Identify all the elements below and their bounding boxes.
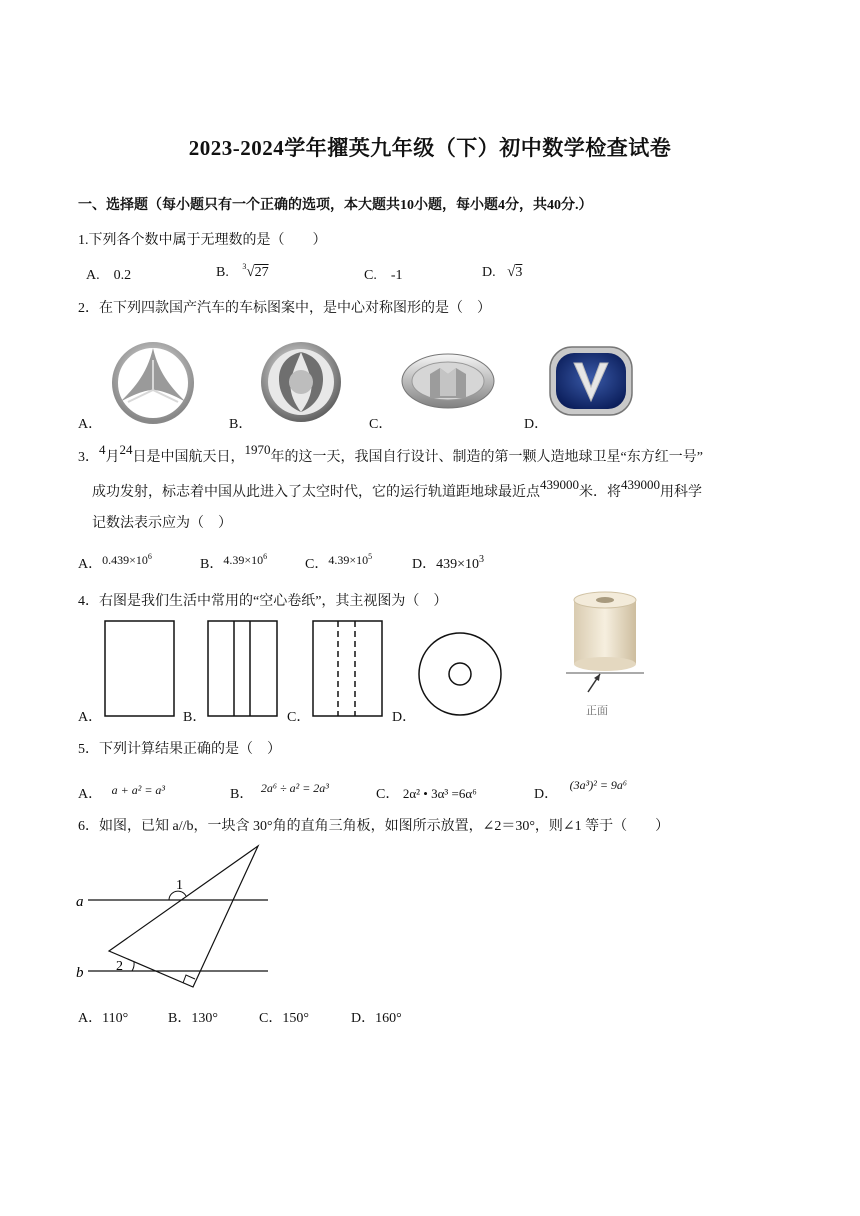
q3-distance-value-2: 439000 bbox=[621, 477, 660, 492]
q6-option-d: D．160° bbox=[351, 1011, 402, 1026]
q1-option-a: A. 0.2 bbox=[86, 268, 132, 283]
q3-text-4: 米．将 bbox=[579, 485, 621, 500]
q4-label-d: D． bbox=[392, 710, 417, 725]
q2-label-b: B． bbox=[229, 417, 253, 432]
q4-figure-d bbox=[416, 630, 504, 718]
line-b-label: b bbox=[76, 965, 84, 981]
q1-radicand-d: 3 bbox=[515, 265, 523, 280]
q1-option-b bbox=[216, 262, 269, 281]
q2-label-a: A． bbox=[78, 417, 103, 432]
page-title: 2023-2024学年擢英九年级（下）初中数学检查试卷 bbox=[188, 136, 672, 160]
q5-option-c-label: C． bbox=[376, 787, 400, 802]
q3-option-d-value: 439×10 bbox=[436, 557, 480, 572]
q5-option-d bbox=[534, 778, 628, 803]
q6-stem: 6．如图，已知 a//b，一块含 30°角的直角三角板，如图所示放置，∠2＝30°，则∠1 等于（ ） bbox=[78, 819, 670, 834]
q4-figure-c bbox=[312, 620, 384, 718]
q3-text-5: 用科学 bbox=[660, 485, 702, 500]
q3-number: 3． bbox=[78, 450, 99, 465]
q2-label-c: C． bbox=[369, 417, 393, 432]
q3-option-d-label: D． bbox=[412, 557, 437, 572]
q3-option-b-label: B． bbox=[200, 557, 224, 572]
radical-icon: √ bbox=[246, 264, 255, 280]
q6-triangle-figure bbox=[72, 840, 282, 996]
q5-option-c bbox=[376, 783, 477, 803]
toilet-roll-icon bbox=[566, 588, 646, 708]
q5-option-a bbox=[78, 783, 166, 803]
q3-option-a-label: A． bbox=[78, 557, 103, 572]
q3-option-c bbox=[305, 553, 372, 573]
line-a-label: a bbox=[76, 894, 84, 910]
q3-option-a-exp: 6 bbox=[147, 552, 152, 561]
q2-stem: 2．在下列四款国产汽车的车标图案中，是中心对称图形的是（ ） bbox=[78, 301, 491, 316]
logo-b-icon bbox=[258, 338, 344, 426]
q1-option-d-label: D. bbox=[482, 265, 496, 280]
q4-stem: 4．右图是我们生活中常用的“空心卷纸”，其主视图为（ ） bbox=[78, 594, 448, 609]
q4-figure-b bbox=[207, 620, 279, 718]
q3-text-2: 年的这一天，我国自行设计、制造的第一颗人造地球卫星“东方红一号” bbox=[270, 450, 703, 465]
q5-option-a-expr: a + a² = a³ bbox=[111, 783, 166, 797]
q3-option-b-value: 4.39×10 bbox=[223, 553, 264, 567]
q1-stem: 1.下列各个数中属于无理数的是（ ） bbox=[78, 233, 327, 248]
q3-option-c-exp: 5 bbox=[368, 552, 373, 561]
q3-option-a bbox=[78, 553, 152, 573]
q3-option-b-exp: 6 bbox=[263, 552, 268, 561]
q3-option-d-exp: 3 bbox=[479, 554, 485, 565]
q5-option-c-expr: 2α² • 3α³ =6α⁶ bbox=[402, 786, 477, 801]
q3-month-unit: 月 bbox=[105, 450, 120, 465]
q5-option-b-expr: 2a⁶ ÷ a² = 2a³ bbox=[260, 781, 329, 795]
q3-line3: 记数法表示应为（ ） bbox=[92, 516, 232, 531]
q1-option-d bbox=[482, 264, 523, 281]
q6-option-a: A．110° bbox=[78, 1011, 129, 1026]
q2-label-d: D． bbox=[524, 417, 549, 432]
q4-figure-a bbox=[104, 620, 176, 718]
q3-option-c-value: 4.39×10 bbox=[328, 553, 369, 567]
q3-distance-value: 439000 bbox=[540, 477, 579, 492]
q4-label-c: C． bbox=[287, 710, 311, 725]
q5-option-a-label: A． bbox=[78, 787, 103, 802]
front-view-label: 正面 bbox=[586, 704, 608, 717]
q3-day-value: 24 bbox=[119, 442, 133, 457]
q5-stem: 5．下列计算结果正确的是（ ） bbox=[78, 742, 281, 757]
q3-line1 bbox=[78, 442, 703, 466]
angle-1-label: 1 bbox=[176, 878, 183, 893]
q6-option-c: C．150° bbox=[259, 1011, 309, 1026]
q1-option-c: C. -1 bbox=[364, 268, 403, 283]
q3-option-b bbox=[200, 553, 267, 573]
logo-c-icon bbox=[400, 352, 496, 410]
q3-text-1: 日是中国航天日， bbox=[132, 450, 245, 465]
section-heading: 一、选择题（每小题只有一个正确的选项，本大题共10小题，每小题4分，共40分.） bbox=[78, 198, 593, 213]
angle-2-label: 2 bbox=[116, 959, 123, 974]
q4-label-a: A． bbox=[78, 710, 103, 725]
q5-option-d-label: D． bbox=[534, 787, 559, 802]
q3-option-c-label: C． bbox=[305, 557, 329, 572]
q1-radicand-b: 27 bbox=[254, 265, 269, 280]
logo-d-icon bbox=[548, 345, 634, 417]
logo-a-icon bbox=[108, 340, 198, 426]
q3-text-3: 成功发射，标志着中国从此进入了太空时代，它的运行轨道距地球最近点 bbox=[92, 485, 540, 500]
q3-line2 bbox=[92, 477, 702, 501]
q4-label-b: B． bbox=[183, 710, 207, 725]
q1-root-index: 3 bbox=[242, 262, 247, 271]
q5-option-d-expr: (3a³)² = 9a⁶ bbox=[569, 778, 628, 792]
q5-option-b-label: B． bbox=[230, 787, 254, 802]
q6-option-b: B．130° bbox=[168, 1011, 218, 1026]
radical-icon: √ bbox=[507, 264, 516, 280]
q3-month-value: 4 bbox=[99, 442, 106, 457]
q3-option-d bbox=[412, 553, 484, 573]
q5-option-b bbox=[230, 781, 329, 803]
q3-year-value: 1970 bbox=[244, 442, 271, 457]
q1-option-b-label: B. bbox=[216, 265, 229, 280]
q3-option-a-value: 0.439×10 bbox=[102, 553, 148, 567]
